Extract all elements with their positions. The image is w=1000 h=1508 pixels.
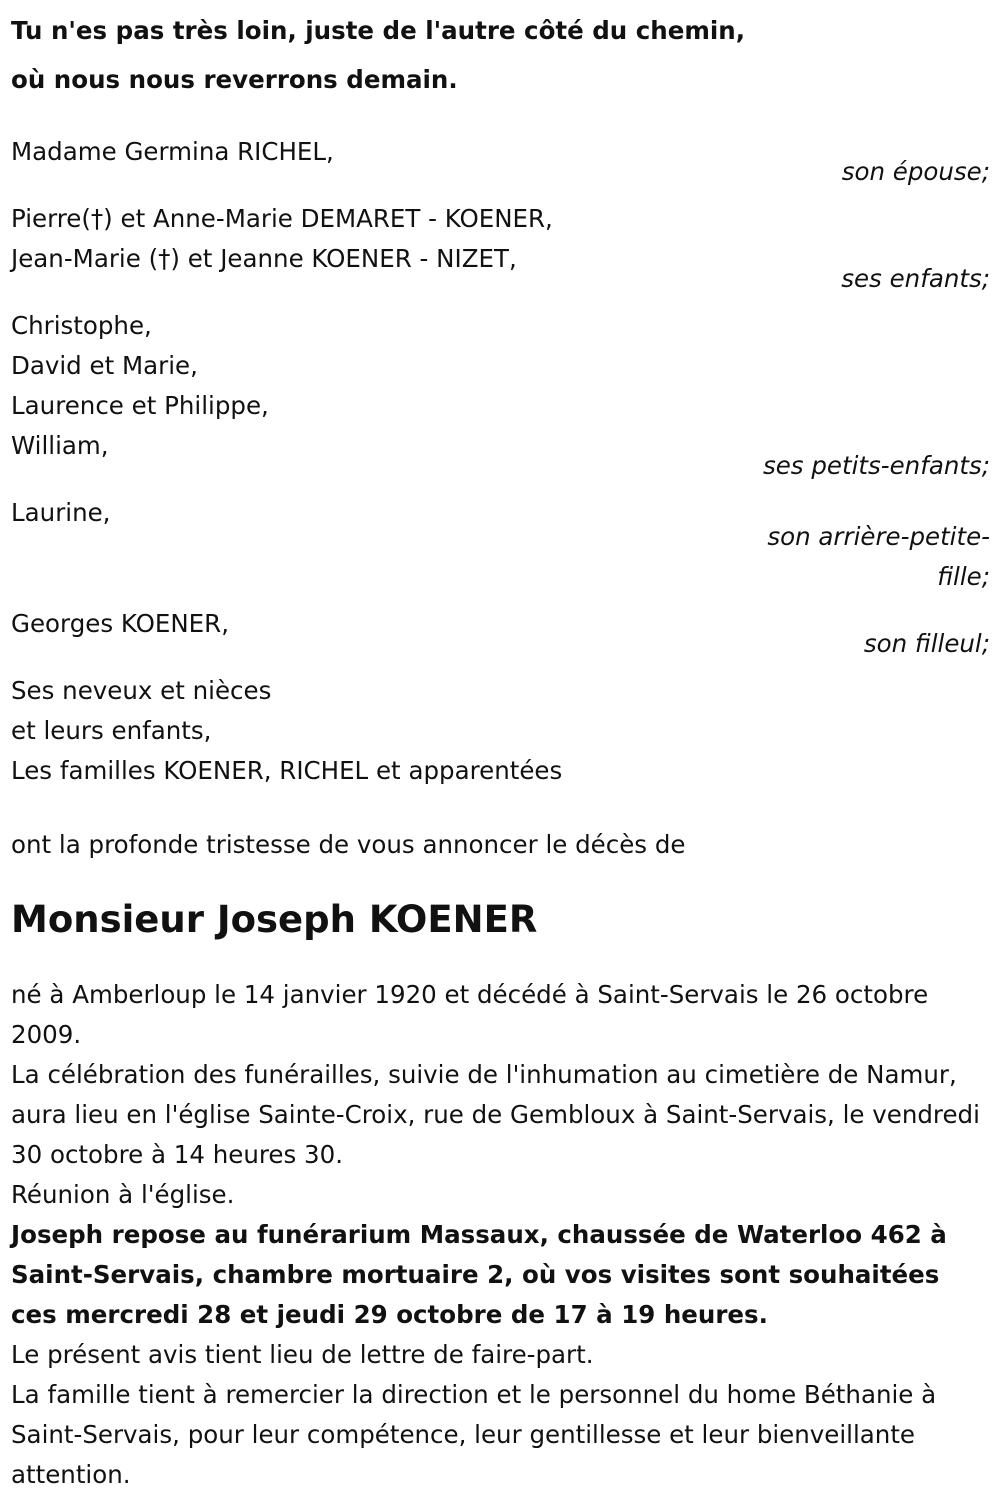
- announcement-intro: ont la profonde tristesse de vous annoncer le décès de: [11, 830, 686, 859]
- meeting-text: Réunion à l'église.: [11, 1180, 235, 1209]
- family-name: Pierre(†) et Anne-Marie DEMARET - KOENER,: [11, 204, 553, 233]
- ceremony-text: La célébration des funérailles, suivie de l'inhumation au cimetière de Namur, aura lieu en l'église Sainte-Croix, rue de Gembloux à Saint-Servais, le vendredi 30 octobre à 14 heures 30.: [11, 1060, 980, 1169]
- family-group-spouse: [11, 132, 990, 192]
- relation-label: son arrière-petite-fille;: [767, 522, 990, 591]
- epigraph-line-1: Tu n'es pas très loin, juste de l'autre côté du chemin,: [11, 16, 746, 45]
- relation-label: son filleul;: [863, 629, 990, 658]
- family-name: Ses neveux et nièces: [11, 676, 272, 705]
- epigraph: [11, 6, 990, 104]
- family-name: et leurs enfants,: [11, 716, 212, 745]
- family-name: William,: [11, 431, 109, 460]
- family-name: Laurence et Philippe,: [11, 391, 269, 420]
- thanks-text: La famille tient à remercier la direction et le personnel du home Béthanie à Saint-Servais, pour leur compétence, leur gentillesse et leur bienveillante attention.: [11, 1380, 937, 1489]
- family-name: Christophe,: [11, 311, 152, 340]
- deceased-name: Monsieur Joseph KOENER: [11, 898, 538, 941]
- obituary-details: [11, 975, 990, 1495]
- notice-text: Le présent avis tient lieu de lettre de faire-part.: [11, 1340, 594, 1369]
- funeral-home-text: Joseph repose au funérarium Massaux, chaussée de Waterloo 462 à Saint-Servais, chambre mortuaire 2, où vos visites sont souhaitées ces mercredi 28 et jeudi 29 octobre de 17 à 19 heures.: [11, 1220, 947, 1329]
- family-group-grandchildren: [11, 306, 990, 486]
- relation-label: ses petits-enfants;: [762, 451, 990, 480]
- family-group-godson: [11, 604, 990, 664]
- family-group-others: [11, 671, 990, 791]
- family-name: Les familles KOENER, RICHEL et apparentées: [11, 756, 563, 785]
- family-group-great-grandchild: [11, 493, 990, 597]
- relation-label: ses enfants;: [841, 264, 990, 293]
- family-group-children: [11, 199, 990, 299]
- epigraph-line-2: où nous nous reverrons demain.: [11, 65, 458, 94]
- family-name: Laurine,: [11, 498, 111, 527]
- family-name: Georges KOENER,: [11, 609, 229, 638]
- family-name: Jean-Marie (†) et Jeanne KOENER - NIZET,: [11, 244, 517, 273]
- birth-death-text: né à Amberloup le 14 janvier 1920 et décédé à Saint-Servais le 26 octobre 2009.: [11, 980, 929, 1049]
- relation-label: son épouse;: [841, 157, 990, 186]
- family-name: David et Marie,: [11, 351, 198, 380]
- family-name: Madame Germina RICHEL,: [11, 137, 334, 166]
